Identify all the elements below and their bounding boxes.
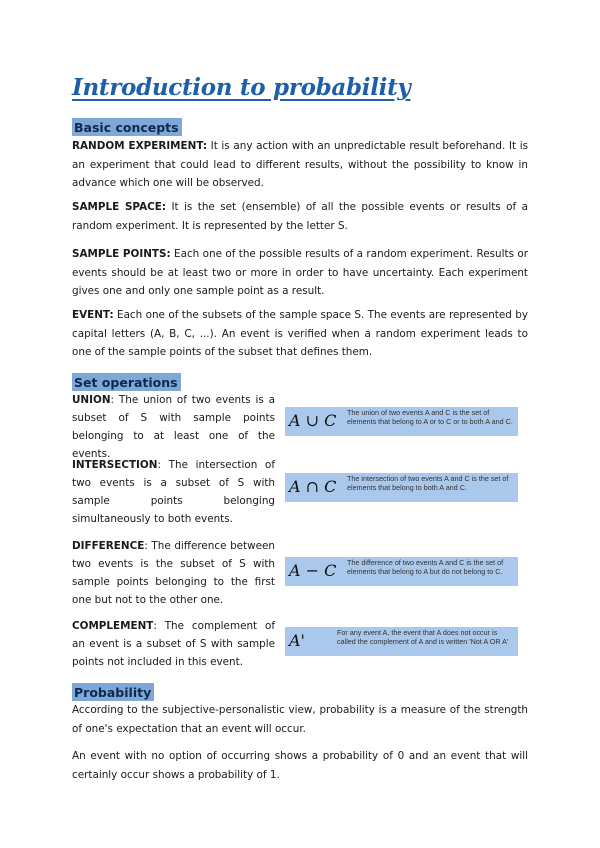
difference-formula-box (285, 557, 518, 586)
definition-intersection: : The intersection of two events is a subset of S with sample points belonging simultaneously to both events. (72, 459, 275, 525)
difference-symbol: A − C (289, 561, 337, 580)
definition-union: : The union of two events is a subset of S with sample points belonging to at least one of the events. (72, 394, 275, 460)
complement-box-text: For any event A, the event that A does not occur is called the complement of A and is written 'Not A OR A' (337, 628, 509, 646)
term-sample-points: SAMPLE POINTS: (72, 248, 171, 260)
term-event: EVENT: (72, 309, 114, 321)
union-formula-box (285, 407, 518, 436)
heading-probability: Probability (72, 683, 154, 701)
intersection-formula-box (285, 473, 518, 502)
paragraph-union (72, 391, 275, 463)
paragraph-complement (72, 617, 275, 671)
union-box-text: The union of two events A and C is the set of elements that belong to A or to C or to both A and C. (347, 408, 513, 426)
paragraph-sample-points (72, 245, 528, 301)
definition-difference: : The difference between two events is the subset of S with sample points belonging to the first one but not to the other one. (72, 540, 275, 606)
heading-set-operations: Set operations (72, 373, 181, 391)
difference-box-text: The difference of two events A and C is the set of elements that belong to A but do not belong to C. (347, 558, 504, 576)
paragraph-probability-view: According to the subjective-personalistic view, probability is a measure of the strength of one's expectation that an event will occur. (72, 704, 528, 735)
paragraph-sample-space (72, 198, 528, 235)
paragraph-difference (72, 537, 275, 609)
term-complement: COMPLEMENT (72, 620, 154, 632)
definition-complement: : The complement of an event is a subset of S with sample points not included in this event. (72, 620, 275, 668)
term-random-experiment: RANDOM EXPERIMENT: (72, 140, 207, 152)
complement-formula-box (285, 627, 518, 656)
paragraph-random-experiment (72, 137, 528, 193)
definition-event: Each one of the subsets of the sample space S. The events are represented by capital letters (A, B, C, ...). An event is verified when a random experiment leads to one of the sample points of the subset that defines them. (72, 309, 528, 358)
definition-sample-space: It is the set (ensemble) of all the possible events or results of a random experiment. It is represented by the letter S. (72, 201, 528, 232)
term-intersection: INTERSECTION (72, 459, 158, 471)
paragraph-probability-range: An event with no option of occurring shows a probability of 0 and an event that will certainly occur shows a probability of 1. (72, 750, 528, 781)
intersection-box-text: The intersection of two events A and C is the set of elements that belong to both A and C. (347, 474, 509, 492)
paragraph-intersection (72, 456, 275, 528)
complement-symbol: A' (289, 631, 305, 650)
paragraph-event (72, 306, 528, 362)
term-difference: DIFFERENCE (72, 540, 145, 552)
term-sample-space: SAMPLE SPACE: (72, 201, 167, 213)
definition-random-experiment: It is any action with an unpredictable result beforehand. It is an experiment that could lead to different results, without the possibility to know in advance which one will be observed. (72, 140, 529, 189)
heading-basic-concepts: Basic concepts (72, 118, 182, 136)
page-title: Introduction to probability (72, 74, 411, 101)
intersection-symbol: A ∩ C (289, 477, 337, 496)
term-union: UNION (72, 394, 111, 406)
definition-sample-points: Each one of the possible results of a random experiment. Results or events should be at least two or more in order to have uncertainty. Each experiment gives one and only one sample point as a result. (72, 248, 528, 297)
union-symbol: A ∪ C (289, 411, 337, 430)
